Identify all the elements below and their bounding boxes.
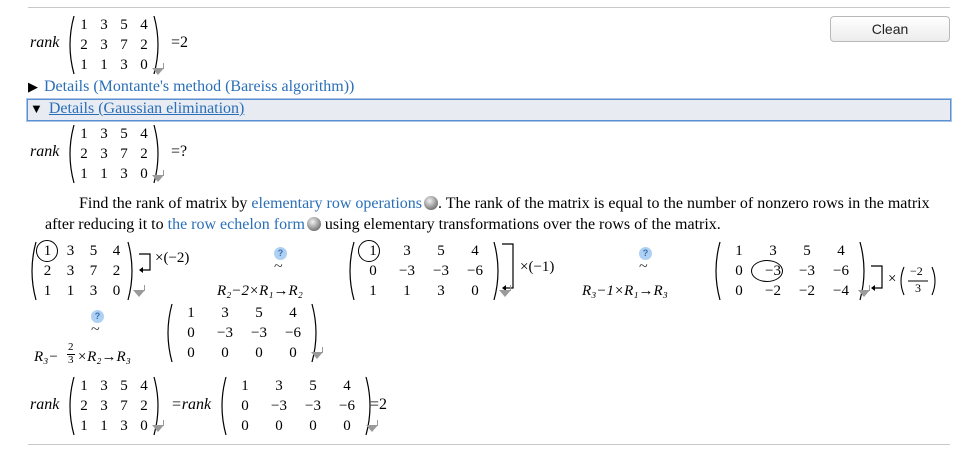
matrix-cell: 3 [403, 243, 411, 259]
clean-button[interactable]: Clean [830, 16, 950, 42]
matrix-cell: 3 [89, 283, 98, 299]
matrix-cell: 1 [80, 378, 88, 394]
matrix-cell: 1 [66, 283, 75, 299]
expand-menu-arrow[interactable] [133, 290, 145, 297]
matrix-cell: −3 [251, 325, 267, 341]
matrix-cell: 7 [120, 37, 128, 53]
rank-label-3: rank [30, 396, 60, 413]
matrix-cell: 2 [140, 146, 148, 162]
matrix-cell: 2 [80, 398, 88, 414]
multiplier-3-prefix: × [888, 271, 897, 287]
help-icon[interactable]: ? [91, 310, 104, 323]
matrix-cell: 0 [309, 418, 317, 434]
expand-menu-arrow[interactable] [152, 425, 164, 432]
matrix-cell: −2 [765, 283, 781, 299]
matrix-cell: 0 [735, 263, 743, 279]
equivalence-tilde: ~ [91, 321, 100, 338]
op-r3: R₃−1×R₁→R₃ [582, 283, 668, 299]
disclosure-down-icon: ▼ [30, 101, 43, 116]
equivalence-tilde: ~ [274, 258, 283, 275]
matrix-cell: 0 [343, 418, 351, 434]
disclosure-right-icon: ▶ [28, 79, 38, 94]
help-icon[interactable]: ? [274, 247, 287, 260]
matrix-cell: −3 [765, 263, 781, 279]
equivalence-tilde: ~ [639, 258, 648, 275]
step3-matrix [712, 240, 868, 302]
matrix-cell: 0 [241, 398, 249, 414]
expand-menu-arrow[interactable] [152, 68, 164, 75]
op3-prefix: R₃− [34, 349, 59, 365]
matrix-cell: 3 [120, 57, 128, 73]
rank-label: rank [30, 34, 60, 51]
matrix-cell: 0 [255, 345, 263, 361]
matrix-cell: 0 [471, 283, 479, 299]
matrix-cell: 0 [275, 418, 283, 434]
equals-rank: =rank [171, 396, 212, 413]
matrix-cell: 0 [140, 57, 148, 73]
matrix-cell: 0 [187, 325, 195, 341]
final-echelon-matrix [218, 375, 374, 437]
matrix-cell: −3 [271, 398, 287, 414]
row-arrow-icon [501, 243, 515, 293]
matrix-cell: 0 [140, 418, 148, 434]
matrix-cell: −2 [799, 283, 815, 299]
matrix-cell: 5 [120, 378, 128, 394]
final-rank-result: =2 [370, 396, 388, 413]
matrix-cell: 3 [275, 378, 283, 394]
row-echelon-form-link[interactable]: the row echelon form [167, 216, 305, 233]
multiplier-2: ×(−1) [520, 259, 555, 275]
matrix-cell: 2 [80, 146, 88, 162]
multiplier-3 [888, 265, 948, 295]
matrix-cell: 4 [837, 243, 845, 259]
expand-menu-arrow[interactable] [858, 290, 870, 297]
matrix-cell: 1 [100, 166, 108, 182]
matrix-cell: 5 [120, 126, 128, 142]
matrix-cell: 5 [309, 378, 317, 394]
multiplier-3-num: −2 [910, 264, 923, 278]
details-gauss-link[interactable]: Details (Gaussian elimination) [48, 100, 245, 117]
matrix-cell: 0 [735, 283, 743, 299]
rank-label-2: rank [30, 143, 60, 160]
para-text-2: . The rank of the matrix is equal to the number of nonzero rows in the matrix after reducing it to [45, 195, 930, 233]
op3-suffix: ×R₂→R₃ [77, 349, 131, 365]
matrix-cell: −6 [339, 398, 355, 414]
matrix-cell: 3 [100, 146, 108, 162]
matrix-cell: −3 [217, 325, 233, 341]
matrix-cell: 0 [241, 418, 249, 434]
matrix-cell: 2 [43, 263, 52, 279]
matrix-original-2 [64, 123, 164, 185]
expand-menu-arrow[interactable] [366, 425, 378, 432]
expand-menu-arrow[interactable] [499, 290, 511, 297]
row-arrow-icon [870, 265, 884, 293]
row-arrow-icon [138, 253, 152, 275]
details-gauss-toggle[interactable] [27, 99, 951, 121]
matrix-cell: 0 [187, 345, 195, 361]
matrix-cell: 5 [437, 243, 445, 259]
matrix-cell: 1 [369, 283, 377, 299]
matrix-cell: 0 [289, 345, 297, 361]
matrix-cell: 1 [369, 243, 377, 259]
op3-den: 3 [68, 354, 74, 366]
matrix-cell: 1 [80, 418, 88, 434]
multiplier-3-den: 3 [915, 281, 921, 295]
matrix-cell: 1 [80, 126, 88, 142]
matrix-cell: −3 [305, 398, 321, 414]
top-divider [28, 7, 950, 8]
matrix-cell: 4 [112, 243, 121, 259]
matrix-original-3 [64, 375, 164, 437]
matrix-cell: 1 [43, 283, 52, 299]
matrix-cell: 5 [89, 243, 98, 259]
explanation-paragraph [45, 193, 945, 235]
matrix-cell: 3 [100, 37, 108, 53]
matrix-cell: 1 [403, 283, 411, 299]
matrix-cell: −3 [399, 263, 415, 279]
para-text-3: using elementary transformations over the rows of the matrix. [320, 216, 721, 233]
elementary-row-operations-link[interactable]: elementary row operations [251, 195, 423, 212]
wikipedia-globe-icon[interactable] [424, 196, 438, 210]
multiplier-1: ×(−2) [155, 250, 190, 266]
matrix-cell: 3 [100, 17, 108, 33]
matrix-cell: 2 [140, 398, 148, 414]
matrix-cell: 4 [140, 126, 148, 142]
matrix-cell: 1 [735, 243, 743, 259]
matrix-cell: 1 [100, 418, 108, 434]
pivot-circle [751, 260, 783, 282]
matrix-cell: 0 [112, 283, 121, 299]
matrix-cell: 4 [140, 17, 148, 33]
matrix-cell: 5 [803, 243, 811, 259]
matrix-cell: 3 [120, 418, 128, 434]
matrix-cell: 3 [100, 378, 108, 394]
matrix-cell: 4 [471, 243, 479, 259]
matrix-original-top [64, 14, 164, 76]
matrix-cell: 1 [100, 57, 108, 73]
pivot-circle [358, 240, 380, 262]
matrix-cell: 3 [769, 243, 777, 259]
expand-menu-arrow[interactable] [152, 175, 164, 182]
matrix-cell: 3 [221, 305, 229, 321]
rank-result: =2 [171, 34, 189, 51]
matrix-cell: 3 [66, 263, 75, 279]
matrix-cell: 1 [80, 57, 88, 73]
matrix-cell: −6 [467, 263, 483, 279]
matrix-cell: −6 [833, 263, 849, 279]
help-icon[interactable]: ? [639, 247, 652, 260]
matrix-cell: 1 [80, 166, 88, 182]
step4-matrix [164, 302, 320, 364]
matrix-cell: 7 [89, 263, 98, 279]
matrix-cell: 0 [369, 263, 377, 279]
details-bareiss-link[interactable]: Details (Montante's method (Bareiss algorithm)) [44, 78, 355, 95]
matrix-cell: 3 [100, 398, 108, 414]
matrix-cell: −3 [433, 263, 449, 279]
details-bareiss-toggle[interactable] [28, 78, 354, 96]
wikipedia-globe-icon[interactable] [307, 217, 321, 231]
matrix-cell: 4 [343, 378, 351, 394]
matrix-cell: 1 [187, 305, 195, 321]
matrix-cell: 7 [120, 398, 128, 414]
matrix-cell: 0 [221, 345, 229, 361]
matrix-cell: 1 [241, 378, 249, 394]
op-r3-frac [34, 341, 164, 369]
bottom-divider [28, 444, 950, 445]
matrix-cell: −3 [799, 263, 815, 279]
matrix-cell: 5 [120, 17, 128, 33]
matrix-cell: 3 [120, 166, 128, 182]
matrix-cell: 1 [80, 17, 88, 33]
matrix-cell: 2 [140, 37, 148, 53]
matrix-cell: 4 [289, 305, 297, 321]
matrix-cell: −4 [833, 283, 849, 299]
pivot-circle [36, 240, 58, 262]
matrix-cell: 0 [140, 166, 148, 182]
matrix-cell: 5 [255, 305, 263, 321]
op-r2: R₂−2×R₁→R₂ [217, 283, 303, 299]
rank-question: =? [171, 143, 188, 160]
expand-menu-arrow[interactable] [311, 352, 323, 359]
matrix-cell: 2 [80, 37, 88, 53]
matrix-cell: 3 [66, 243, 75, 259]
matrix-cell: 7 [120, 146, 128, 162]
matrix-cell: −6 [285, 325, 301, 341]
para-text-1: Find the rank of matrix by [79, 195, 252, 212]
op3-num: 2 [68, 341, 74, 353]
matrix-cell: 3 [437, 283, 445, 299]
matrix-cell: 1 [43, 243, 52, 259]
matrix-cell: 4 [140, 378, 148, 394]
matrix-cell: 2 [112, 263, 121, 279]
matrix-cell: 3 [100, 126, 108, 142]
